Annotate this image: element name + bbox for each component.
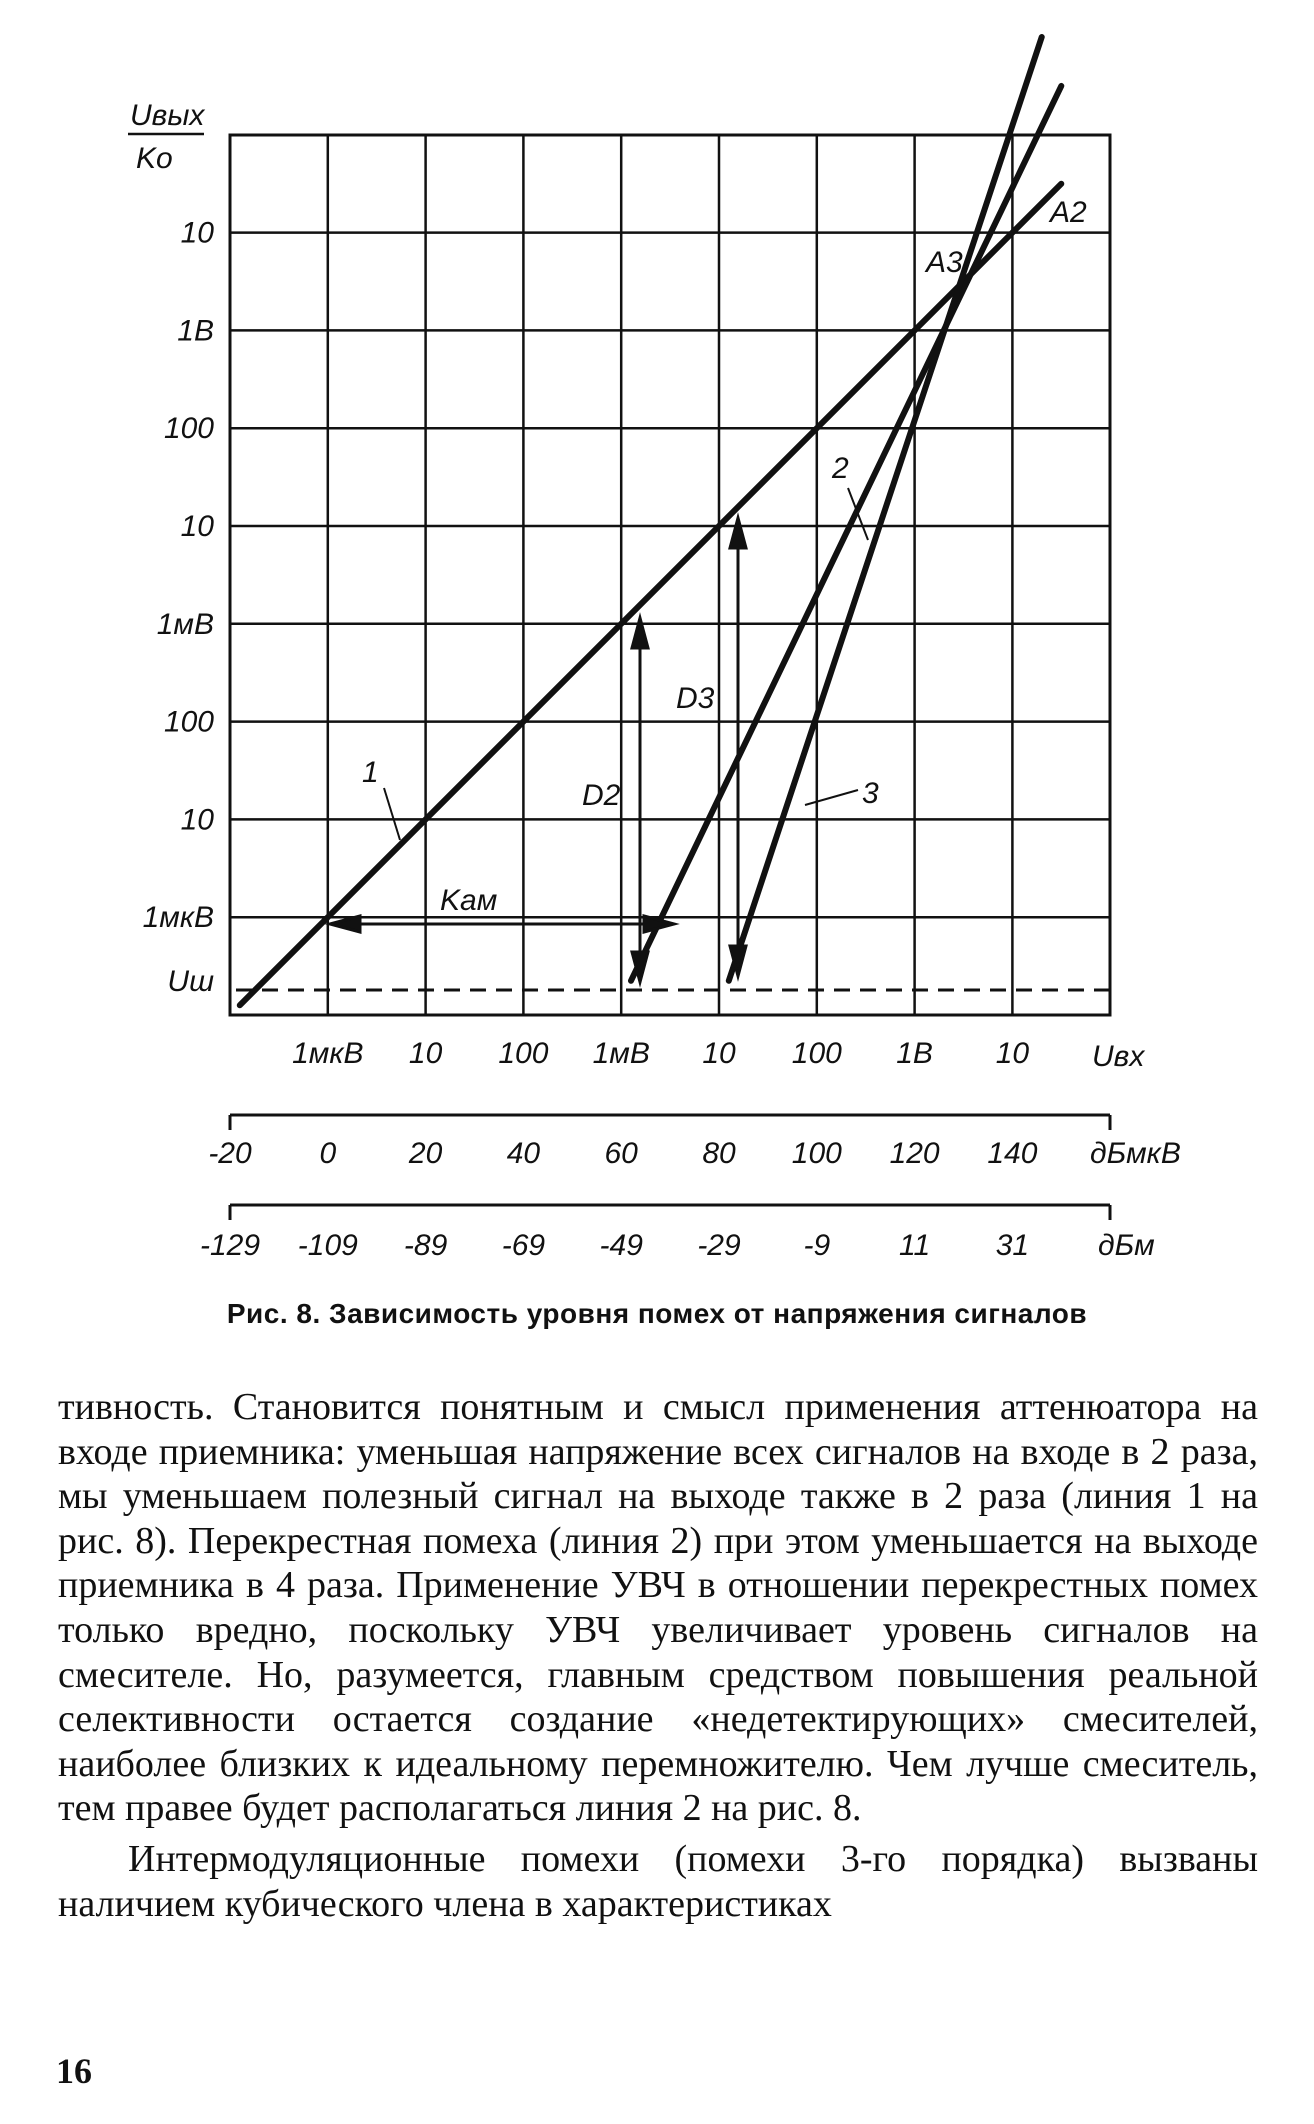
d2-label: D2 (582, 779, 621, 812)
scale-dbm-tick: 31 (995, 1229, 1030, 1262)
x-tick-label: 1В (896, 1037, 933, 1070)
scale-dbmkv-tick: -20 (208, 1137, 252, 1170)
y-tick-label: 100 (163, 412, 214, 446)
scale-dbmkv-tick: 60 (604, 1137, 638, 1170)
d3-label: D3 (676, 682, 715, 715)
scale-dbmkv-tick: 100 (791, 1137, 842, 1170)
series-line-2 (631, 86, 1061, 981)
x-tick-label: 100 (498, 1037, 549, 1070)
series-line-1 (240, 184, 1062, 1006)
paragraph-1: тивность. Становится понятным и смысл применения аттенюатора на входе приемника: уменьшая напряжение всех сигналов на входе в 2 раза, мы уменьшаем полезный сигнал на выходе также в 2 раза (линия 1 на рис. 8). Перекрестная помеха (линия 2) при этом уменьшается на выходе приемника в 4 раза. Применение УВЧ в отношении перекрестных помех только вредно, поскольку УВЧ увеличивает уровень сигналов на смесителе. Но, разумеется, главным средством повышения реальной селективности остается создание «недетектирующих» смесителей, наиболее близких к идеальному перемножителю. Чем лучше смеситель, тем правее будет располагаться линия 2 на рис. 8. (58, 1386, 1258, 1830)
y-tick-label: Uш (167, 964, 214, 998)
x-tick-labels (292, 1037, 1029, 1070)
x-tick-label: 10 (995, 1037, 1030, 1070)
scale-dbmkv-tick: 0 (319, 1137, 337, 1170)
scale-dbm-tick: -129 (199, 1229, 261, 1262)
x-axis-label: Uвх (1092, 1040, 1145, 1073)
body-text (58, 1385, 1258, 1926)
y-axis-label-bottom: Kо (136, 142, 173, 175)
scale-dbm-unit: дБм (1098, 1229, 1155, 1262)
leader-line-3 (805, 790, 858, 805)
scale-dbm-tick: -89 (403, 1229, 448, 1262)
y-tick-label: 10 (180, 216, 214, 250)
line-2-label: 2 (832, 452, 849, 485)
scale-dbm-tick: -109 (297, 1229, 358, 1262)
x-tick-label: 10 (408, 1037, 443, 1070)
line-3-label: 3 (862, 777, 879, 810)
x-tick-label: 1мВ (592, 1037, 650, 1070)
y-tick-label: 1мкВ (142, 901, 214, 935)
y-tick-label: 10 (180, 510, 214, 543)
y-tick-label: 1мВ (156, 607, 214, 641)
x-tick-label: 1мкВ (292, 1037, 364, 1070)
figure-caption: Рис. 8. Зависимость уровня помех от напряжения сигналов (226, 1298, 1088, 1329)
scale-dbm (200, 1205, 1155, 1262)
leader-line-1 (384, 788, 400, 840)
point-a3-label: A3 (926, 246, 963, 279)
y-tick-label: 10 (180, 803, 214, 837)
scale-dbmkv-unit: дБмкВ (1090, 1137, 1181, 1170)
scale-dbmkv-tick: 120 (889, 1137, 940, 1170)
line-1-label: 1 (362, 756, 379, 789)
scale-dbm-tick: -69 (501, 1229, 546, 1262)
point-a2-label: A2 (1050, 196, 1087, 229)
series-group (240, 37, 1062, 1005)
paragraph-2: Интермодуляционные помехи (помехи 3-го порядка) вызваны наличием кубического члена в характеристиках (58, 1837, 1258, 1925)
page-number: 16 (56, 2051, 92, 2091)
y-tick-label: 1В (177, 314, 214, 348)
scale-dbmkv (208, 1115, 1181, 1170)
scale-dbmkv-tick: 140 (987, 1137, 1038, 1170)
kam-label: Kам (440, 884, 498, 917)
x-tick-label: 100 (791, 1037, 842, 1070)
y-tick-label: 100 (163, 705, 214, 739)
scale-dbm-tick: -49 (599, 1229, 643, 1262)
x-tick-label: 10 (702, 1037, 736, 1070)
scale-dbm-tick: 11 (899, 1229, 931, 1262)
scale-dbm-tick: -29 (697, 1229, 741, 1262)
scale-dbm-tick: -9 (803, 1229, 831, 1262)
scale-dbmkv-tick: 20 (408, 1137, 443, 1170)
series-line-3 (729, 37, 1042, 981)
scale-dbmkv-tick: 80 (702, 1137, 736, 1170)
scale-dbmkv-tick: 40 (506, 1137, 541, 1170)
y-tick-labels (143, 217, 215, 998)
y-axis-label-top: Uвых (130, 99, 205, 132)
